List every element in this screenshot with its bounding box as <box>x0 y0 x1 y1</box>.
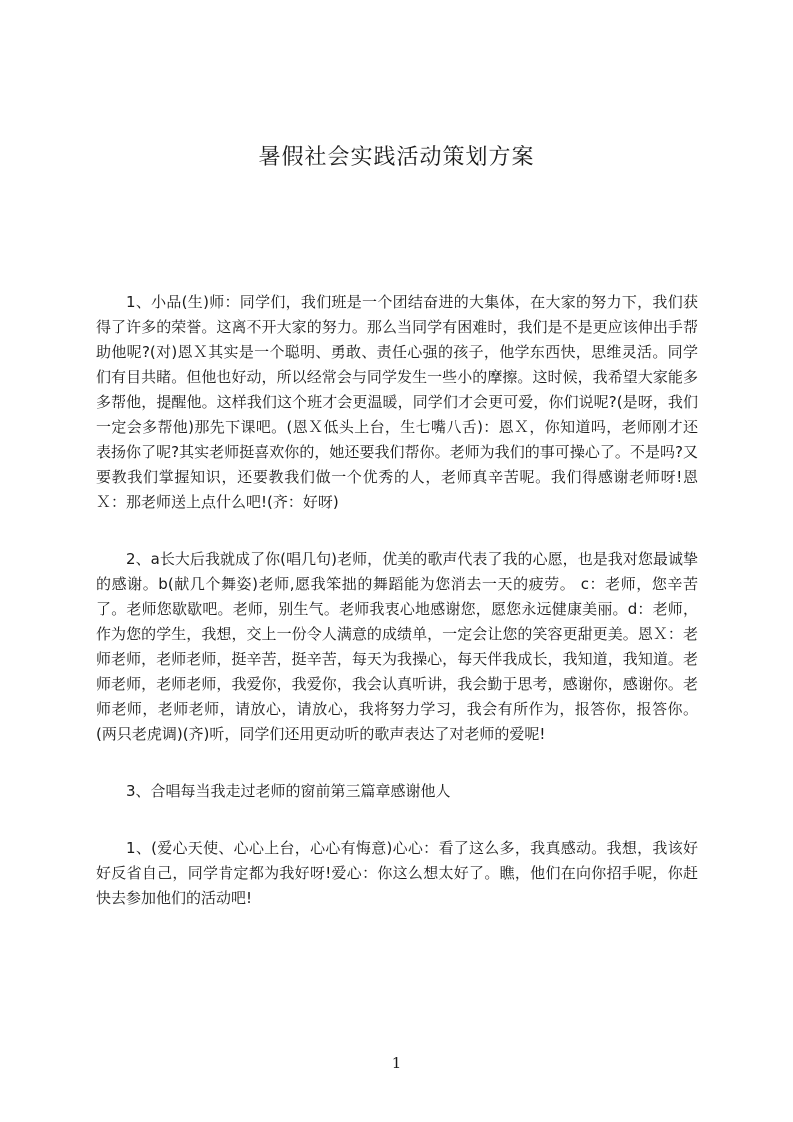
page-number: 1 <box>391 1054 402 1072</box>
paragraph-skit: 1、小品(生)师：同学们，我们班是一个团结奋进的大集体，在大家的努力下，我们获得了许多的荣誉。这离不开大家的努力。那么当同学有困难时，我们是不是更应该伸出手帮助他呢?(对)恩Ｘ其实是一个聪明、勇敢、责任心强的孩子，他学东西快，思维灵活。同学们有目共睹。但他也好动，所以经常会与同学发生一些小的摩擦。这时候，我希望大家能多多帮他，提醒他。这样我们这个班才会更温暖，同学们才会更可爱，你们说呢?(是呀，我们一定会多帮他)那先下课吧。(恩Ｘ低头上台，生七嘴八舌)：恩Ｘ，你知道吗，老师刚才还表扬你了呢?其实老师挺喜欢你的，她还要我们帮你。老师为我们的事可操心了。不是吗?又要教我们掌握知识，还要教我们做一个优秀的人，老师真辛苦呢。我们得感谢老师呀!恩Ｘ：那老师送上点什么吧!(齐：好呀) <box>96 293 698 511</box>
document-body <box>96 290 698 911</box>
paragraph-angel: 1、(爱心天使、心心上台，心心有悔意)心心：看了这么多，我真感动。我想，我该好好反省自己，同学肯定都为我好呀!爱心：你这么想太好了。瞧，他们在向你招手呢，你赶快去参加他们的活动吧! <box>96 839 698 907</box>
paragraph-song-dance: 2、a长大后我就成了你(唱几句)老师，优美的歌声代表了我的心愿，也是我对您最诚挚的感谢。b(献几个舞姿)老师,愿我笨拙的舞蹈能为您消去一天的疲劳。 c：老师，您辛苦了。老师您歇歇吧。老师，别生气。老师我衷心地感谢您，愿您永远健康美丽。d：老师，作为您的学生，我想，交上一份令人满意的成绩单，一定会让您的笑容更甜更美。恩Ｘ：老师老师，老师老师，挺辛苦，挺辛苦，每天为我操心，每天伴我成长，我知道，我知道。老师老师，老师老师，我爱你，我爱你，我会认真听讲，我会勤于思考，感谢你，感谢你。老师老师，老师老师，请放心，请放心，我将努力学习，我会有所作为，报答你，报答你。(两只老虎调)(齐)听，同学们还用更动听的歌声表达了对老师的爱呢! <box>96 550 698 743</box>
paragraph-chorus: 3、合唱每当我走过老师的窗前第三篇章感谢他人 <box>126 782 451 800</box>
document-title: 暑假社会实践活动策划方案 <box>258 145 535 170</box>
